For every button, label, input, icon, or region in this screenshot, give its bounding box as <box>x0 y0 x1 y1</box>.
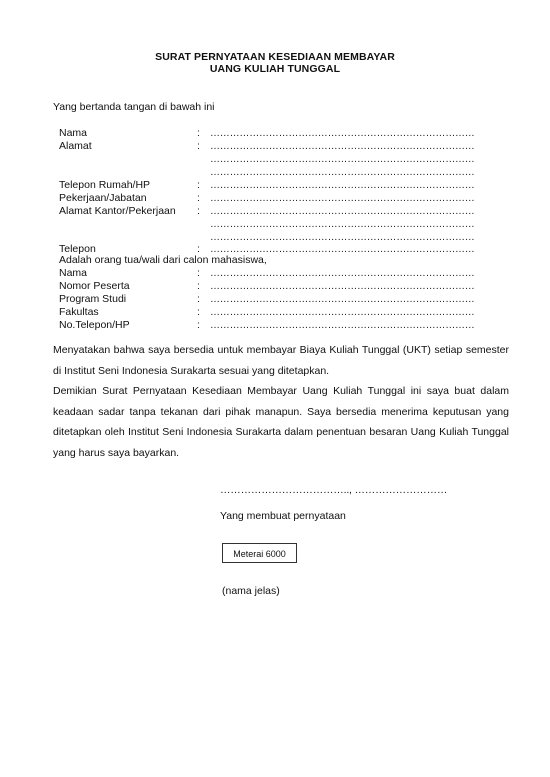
field-label: Telepon Rumah/HP <box>59 179 151 191</box>
field-label: Alamat Kantor/Pekerjaan <box>59 205 176 217</box>
field-label: Fakultas <box>59 306 99 318</box>
field-dots: ……………………………………………………………………… <box>210 268 475 279</box>
field-dots: ……………………………………………………………………… <box>210 128 475 139</box>
title-line-2: UANG KULIAH TUNGGAL <box>209 63 341 75</box>
field-label: Program Studi <box>59 293 127 305</box>
field-colon: : <box>197 205 200 217</box>
field-label: No.Telepon/HP <box>59 319 130 331</box>
field-colon: : <box>197 140 200 152</box>
field-dots: ……………………………………………………………………… <box>210 232 475 243</box>
closing-paragraph: Demikian Surat Pernyataan Kesediaan Membayar Uang Kuliah Tunggal ini saya buat dalam keadaan sadar tanpa tekanan dari pihak manapun. Saya bersedia menerima keputusan yang ditetapkan oleh Institut Seni Indonesia Surakarta dalam penentuan besaran Uang Kuliah Tunggal yang harus saya bayarkan. <box>53 385 509 459</box>
place-date-line: ……………………………….., ……………………… <box>220 484 448 496</box>
field-dots: ……………………………………………………………………… <box>210 281 475 292</box>
field-colon: : <box>197 243 200 255</box>
field-colon: : <box>197 192 200 204</box>
name-placeholder: (nama jelas) <box>222 585 280 597</box>
field-dots: ……………………………………………………………………… <box>210 294 475 305</box>
field-colon: : <box>197 179 200 191</box>
intro-text: Yang bertanda tangan di bawah ini <box>53 101 215 113</box>
field-colon: : <box>197 280 200 292</box>
field-colon: : <box>197 267 200 279</box>
field-label: Pekerjaan/Jabatan <box>59 192 147 204</box>
stamp-label: Meterai 6000 <box>233 549 286 559</box>
field-dots: ……………………………………………………………………… <box>210 154 475 165</box>
field-label: Nama <box>59 267 88 279</box>
field-dots: ……………………………………………………………………… <box>210 244 475 255</box>
statement-paragraph: Menyatakan bahwa saya bersedia untuk membayar Biaya Kuliah Tunggal (UKT) setiap semester di Institut Seni Indonesia Surakarta sesuai yang ditetapkan. <box>53 344 509 377</box>
field-dots: ……………………………………………………………………… <box>210 180 475 191</box>
field-colon: : <box>197 293 200 305</box>
student-heading: Adalah orang tua/wali dari calon mahasiswa, <box>59 254 267 266</box>
field-dots: ……………………………………………………………………… <box>210 193 475 204</box>
field-label: Nama <box>59 127 88 139</box>
title-line-1: SURAT PERNYATAAN KESEDIAAN MEMBAYAR <box>155 51 395 63</box>
field-colon: : <box>197 127 200 139</box>
signatory-label: Yang membuat pernyataan <box>220 510 346 522</box>
field-dots: ……………………………………………………………………… <box>210 219 475 230</box>
field-dots: ……………………………………………………………………… <box>210 167 475 178</box>
field-label: Alamat <box>59 140 92 152</box>
field-dots: ……………………………………………………………………… <box>210 206 475 217</box>
field-colon: : <box>197 306 200 318</box>
field-dots: ……………………………………………………………………… <box>210 320 475 331</box>
field-colon: : <box>197 319 200 331</box>
field-dots: ……………………………………………………………………… <box>210 307 475 318</box>
field-label: Nomor Peserta <box>59 280 130 292</box>
field-dots: ……………………………………………………………………… <box>210 141 475 152</box>
field-label: Telepon <box>59 243 96 255</box>
stamp-box <box>222 543 297 563</box>
